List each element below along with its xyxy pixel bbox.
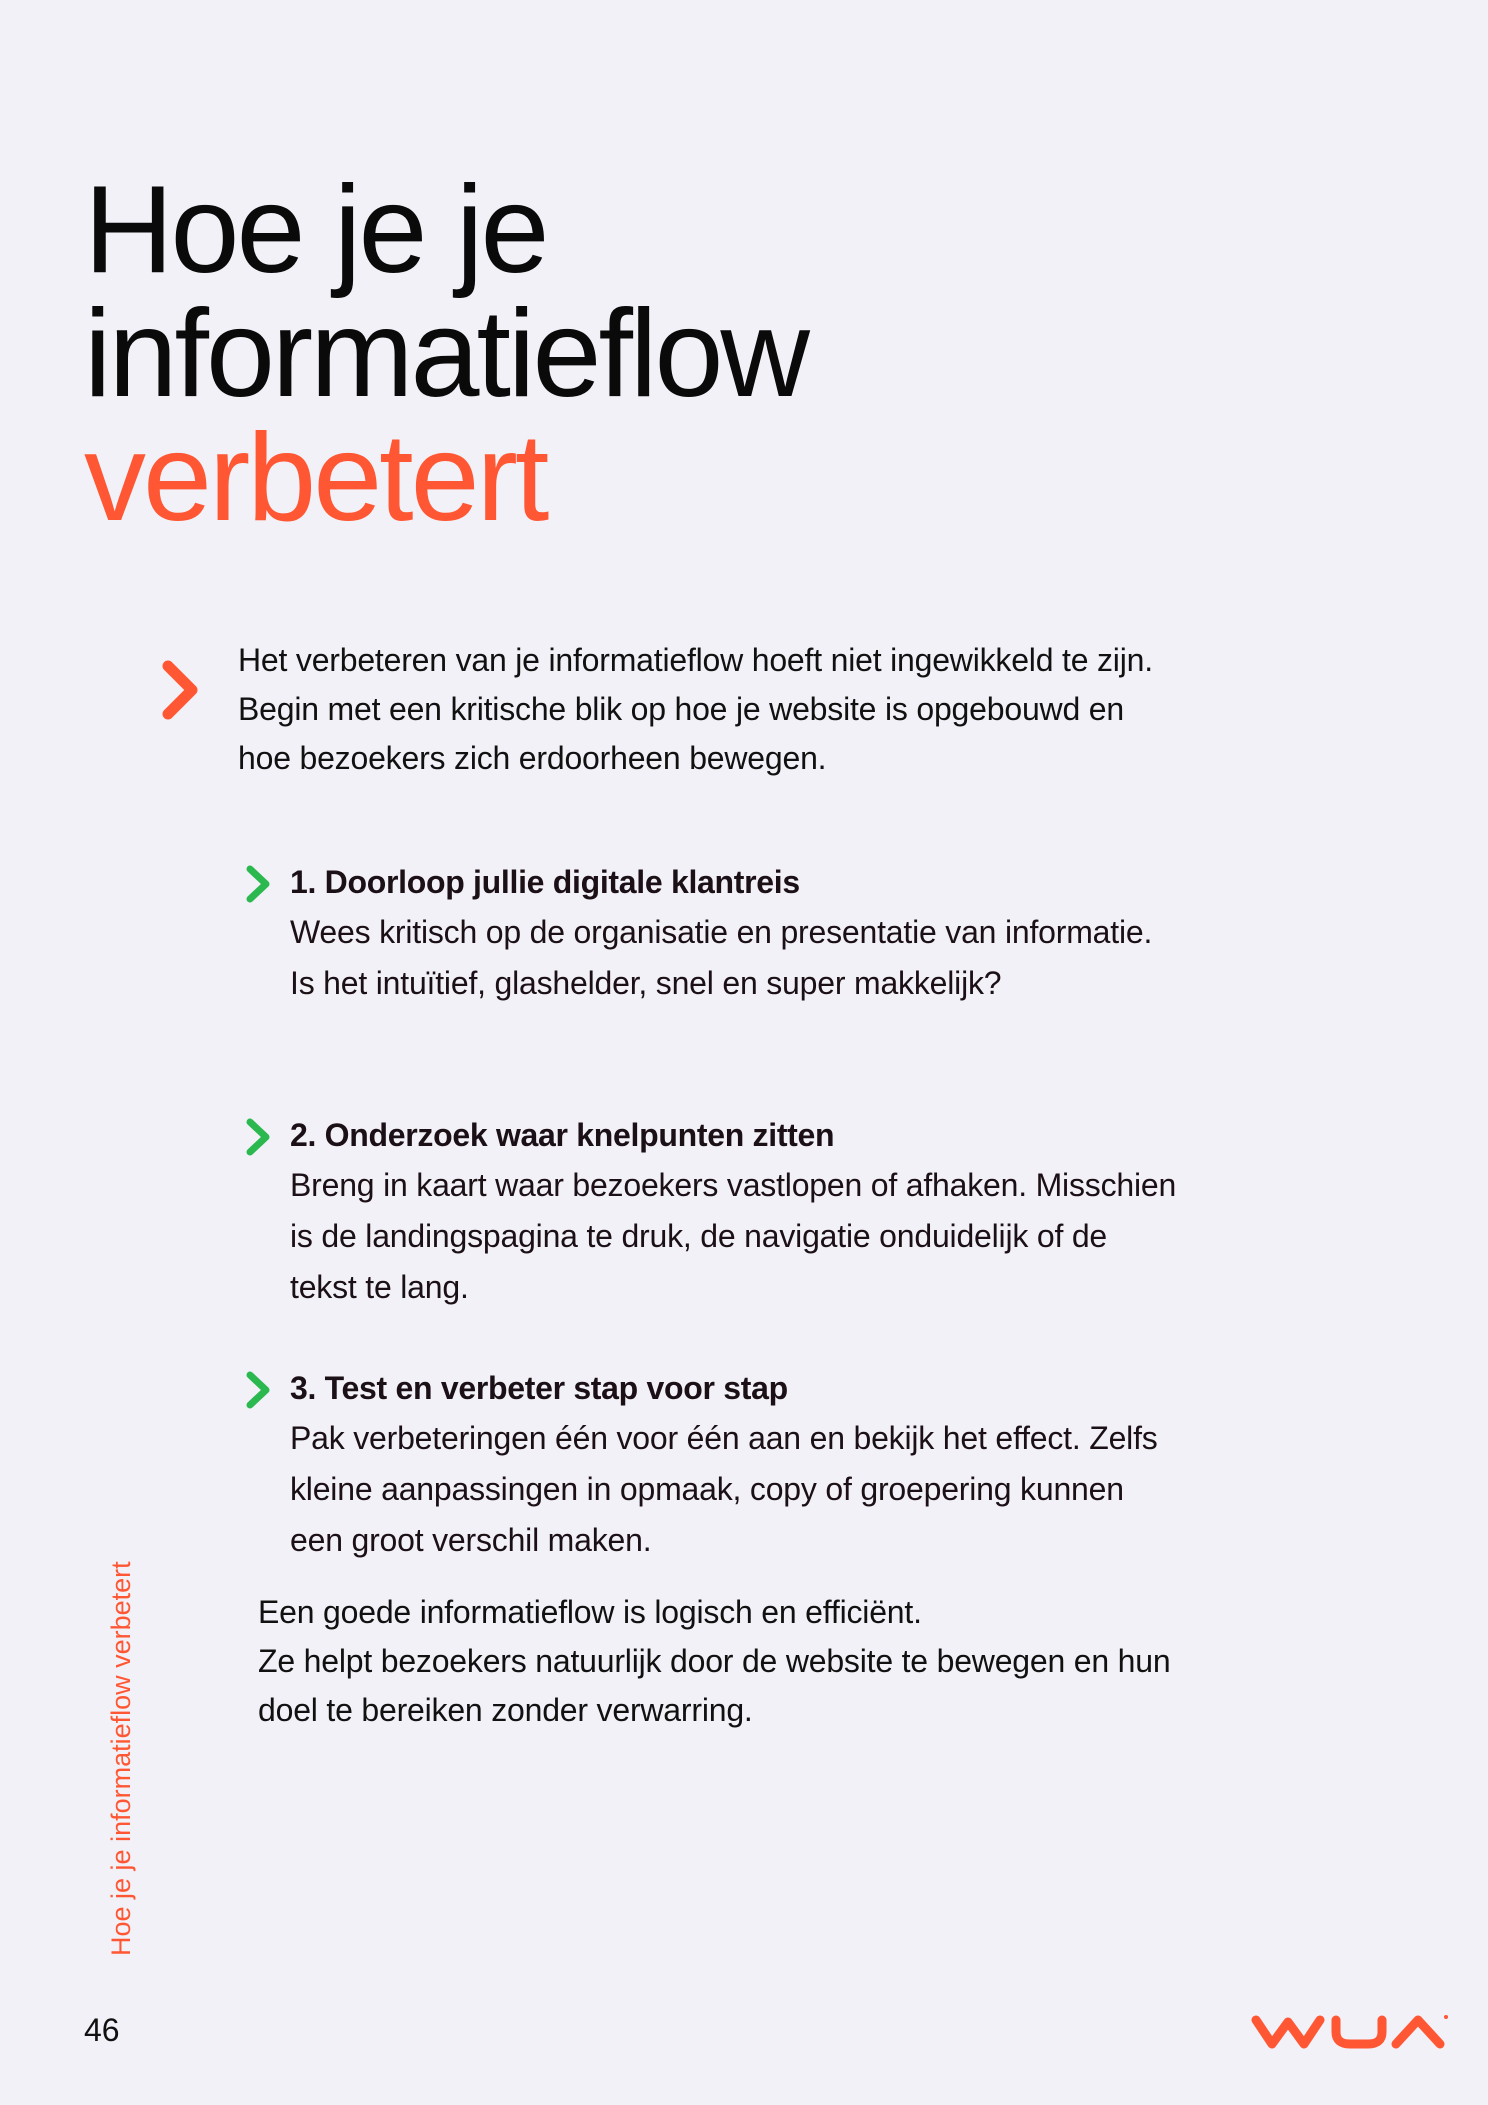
step-body-line: tekst te lang.: [290, 1269, 469, 1305]
conclusion-line: Een goede informatieflow is logisch en efficiënt.: [258, 1594, 922, 1630]
step-title: 3. Test en verbeter stap voor stap: [290, 1370, 788, 1406]
conclusion-line: doel te bereiken zonder verwarring.: [258, 1692, 753, 1728]
wua-logo: [1250, 2012, 1450, 2052]
page-number: 46: [84, 2012, 120, 2048]
step-body-line: kleine aanpassingen in opmaak, copy of groepering kunnen: [290, 1471, 1124, 1507]
chevron-right-icon: [244, 1370, 272, 1410]
step-body-line: Pak verbeteringen één voor één aan en bekijk het effect. Zelfs: [290, 1420, 1158, 1456]
page-title: [84, 161, 807, 547]
intro-line: Begin met een kritische blik op hoe je website is opgebouwd en: [238, 691, 1124, 727]
title-line-1: Hoe je je: [84, 161, 547, 299]
title-line-accent: verbetert: [84, 409, 547, 547]
conclusion-text: [258, 1588, 1408, 1735]
chevron-right-icon: [160, 658, 202, 722]
intro-line: hoe bezoekers zich erdoorheen bewegen.: [238, 740, 827, 776]
side-section-label: Hoe je je informatieflow verbetert: [106, 1561, 136, 1956]
step-item-3: [240, 1364, 1340, 1566]
step-body-line: Wees kritisch op de organisatie en presentatie van informatie.: [290, 914, 1153, 950]
step-item-1: [240, 858, 1340, 1111]
intro-line: Het verbeteren van je informatieflow hoeft niet ingewikkeld te zijn.: [238, 642, 1153, 678]
step-body: [290, 907, 1340, 1009]
step-title: 1. Doorloop jullie digitale klantreis: [290, 864, 800, 900]
step-body-line: Is het intuïtief, glashelder, snel en super makkelijk?: [290, 965, 1002, 1001]
step-body-line: een groot verschil maken.: [290, 1522, 652, 1558]
step-body: [290, 1413, 1340, 1566]
title-line-2: informatieflow: [84, 285, 807, 423]
steps-list: [240, 858, 1340, 1566]
step-body: [290, 1160, 1340, 1313]
step-item-2: [240, 1111, 1340, 1364]
step-body-line: Breng in kaart waar bezoekers vastlopen of afhaken. Misschien: [290, 1167, 1177, 1203]
step-body-line: is de landingspagina te druk, de navigatie onduidelijk of de: [290, 1218, 1108, 1254]
step-title: 2. Onderzoek waar knelpunten zitten: [290, 1117, 835, 1153]
chevron-right-icon: [244, 1117, 272, 1157]
chevron-right-icon: [244, 864, 272, 904]
conclusion-line: Ze helpt bezoekers natuurlijk door de website te bewegen en hun: [258, 1643, 1171, 1679]
intro-text: [238, 636, 1388, 783]
